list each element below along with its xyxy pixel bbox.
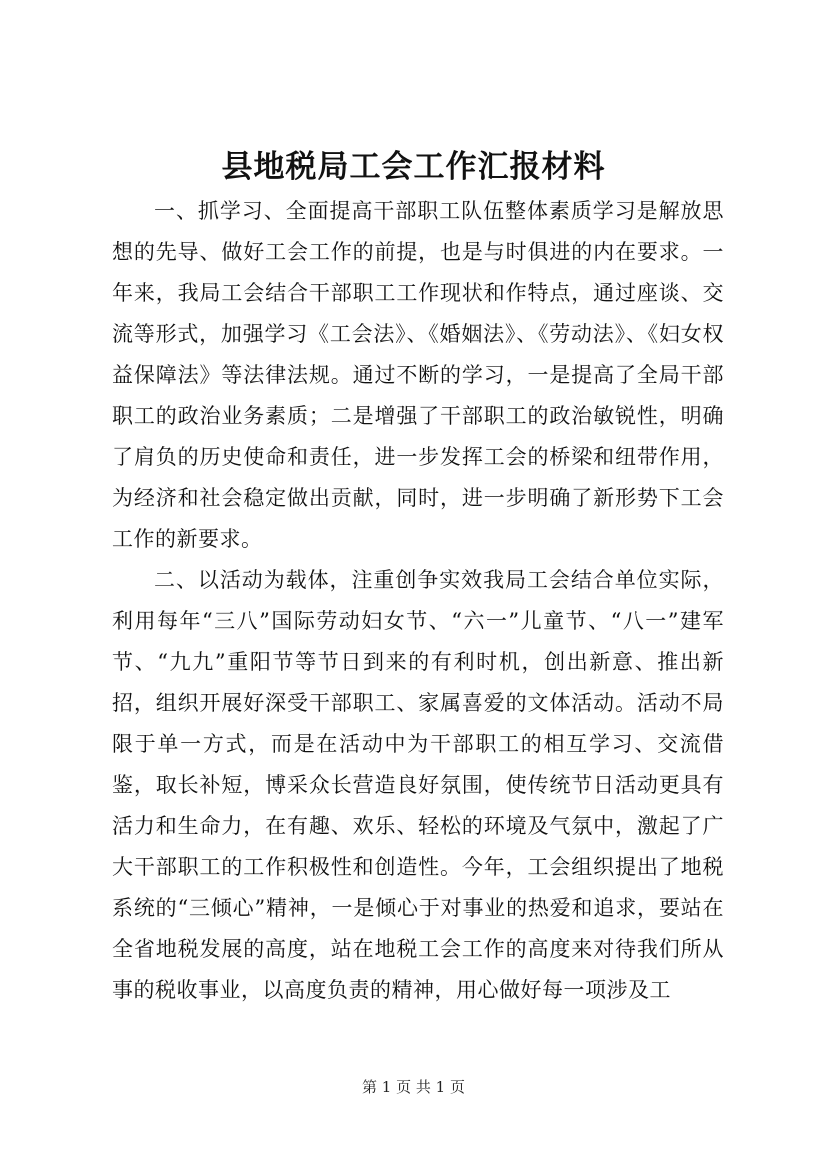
page-number-footer: 第 1 页 共 1 页 [362, 1078, 465, 1096]
paragraph-1: 一、抓学习、全面提高干部职工队伍整体素质学习是解放思想的先导、做好工会工作的前提，也是与时俱进的内在要求。一年来，我局工会结合干部职工工作现状和作特点，通过座谈、交流等形式，加强学习《工会法》、《婚姻法》、《劳动法》、《妇女权益保障法》等法律法规。通过不断的学习，一是提高了全局干部职工的政治业务素质；二是增强了干部职工的政治敏锐性，明确了肩负的历史使命和责任，进一步发挥工会的桥梁和纽带作用，为经济和社会稳定做出贡献，同时，进一步明确了新形势下工会工作的新要求。 [112, 199, 724, 551]
document-body [112, 191, 724, 1011]
paragraph-2: 二、以活动为载体，注重创争实效我局工会结合单位实际，利用每年“三八”国际劳动妇女节、“六一”儿童节、“八一”建军节、“九九”重阳节等节日到来的有利时机，创出新意、推出新招，组织开展好深受干部职工、家属喜爱的文体活动。活动不局限于单一方式，而是在活动中为干部职工的相互学习、交流借鉴，取长补短，博采众长营造良好氛围，使传统节日活动更具有活力和生命力，在有趣、欢乐、轻松的环境及气氛中，激起了广大干部职工的工作积极性和创造性。今年，工会组织提出了地税系统的“三倾心”精神，一是倾心于对事业的热爱和追求，要站在全省地税发展的高度，站在地税工会工作的高度来对待我们所从事的税收事业，以高度负责的精神，用心做好每一项涉及工 [112, 568, 724, 1002]
document-title: 县地税局工会工作汇报材料 [221, 149, 606, 185]
